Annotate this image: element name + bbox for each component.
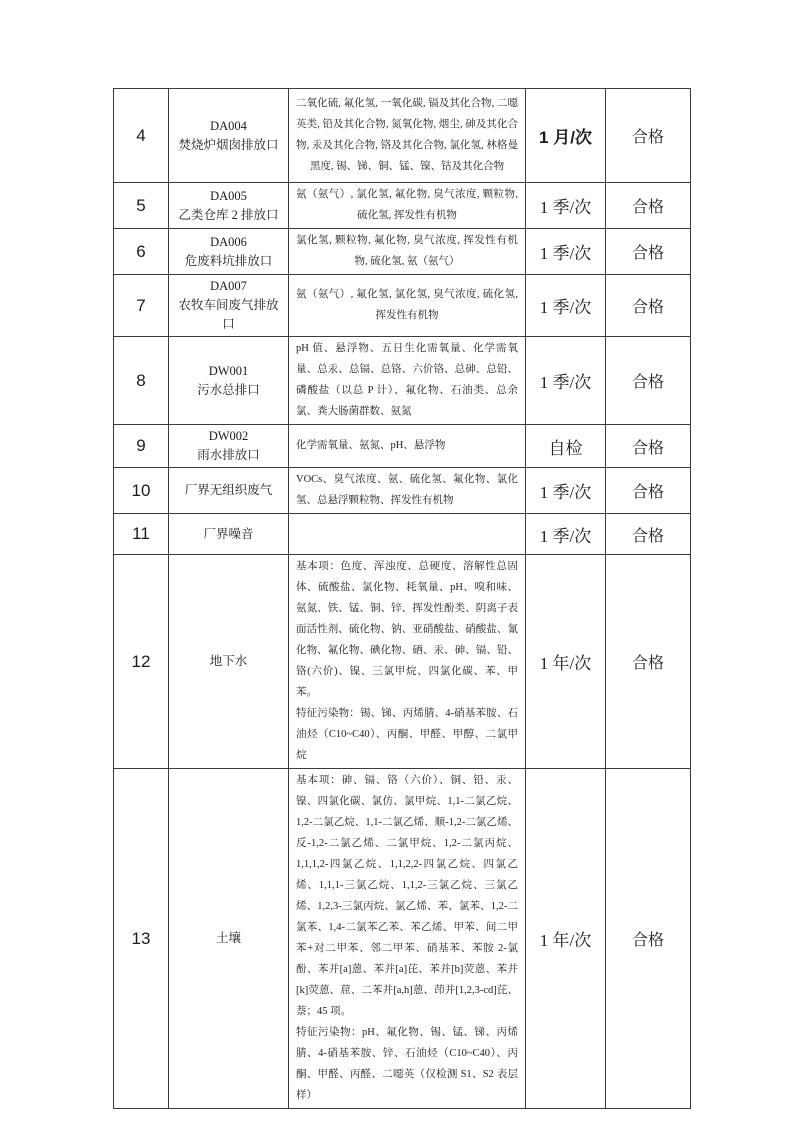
items-basic-text: 基本项：砷、镉、铬（六价）、铜、铅、汞、镍、四氯化碳、氯仿、氯甲烷、1,1-二氯乙烷、1,2-二氯乙烷、1,1-二氯乙烯、顺-1,2-二氯乙烯、反-1,2-二氯乙烯、二氯甲烷、1,2-二氯丙烷、1,1,1,2-四氯乙烷、1,1,2,2-四氯乙烷、四氯乙烯、1,1,1-三氯乙烷、1,1,2-三氯乙烷、三氯乙烯、1,2,3-三氯丙烷、氯乙烯、苯、氯苯、1,2-二氯苯、1,4-二氯苯乙苯、苯乙烯、甲苯、间二甲苯+对二甲苯、邻二甲苯、硝基苯、苯胺 2-氯酚、苯并[a]蒽、苯并[a]芘、苯并[b]荧蒽、苯并[k]荧蒽、䓛、二苯并[a,h]蒽、茚并[1,2,3-cd]芘、萘；45 项。 [296, 775, 518, 1017]
result-cell: 合格 [606, 337, 691, 425]
items-text: pH 值、悬浮物、五日生化需氧量、化学需氧量、总汞、总镉、总铬、六价铬、总砷、总铅、磷酸盐（以总 P 计）、氟化物、石油类、总余氯、粪大肠菌群数、氨氮 [296, 343, 518, 417]
result-cell: 合格 [606, 89, 691, 183]
table-row [114, 275, 691, 337]
items-text: 化学需氧量、氨氮、pH、悬浮物 [296, 440, 446, 451]
result-cell: 合格 [606, 769, 691, 1109]
outlet-name: 农牧车间废气排放口 [178, 298, 279, 331]
row-number-cell: 7 [114, 275, 169, 337]
table-row [114, 229, 691, 275]
items-cell [289, 468, 526, 514]
outlet-name: 厂界无组织废气 [184, 483, 273, 497]
frequency-cell: 1 季/次 [526, 229, 606, 275]
items-cell [289, 337, 526, 425]
items-cell [289, 229, 526, 275]
items-cell [289, 275, 526, 337]
frequency-cell: 自检 [526, 425, 606, 468]
frequency-cell: 1 年/次 [526, 555, 606, 769]
row-number-cell: 6 [114, 229, 169, 275]
items-cell [289, 769, 526, 1109]
items-cell [289, 425, 526, 468]
frequency-cell: 1 季/次 [526, 468, 606, 514]
outlet-code: DA004 [210, 118, 247, 133]
row-number-cell: 8 [114, 337, 169, 425]
frequency-cell: 1 月/次 [526, 89, 606, 183]
outlet-code: DA005 [210, 188, 247, 203]
table-row [114, 183, 691, 229]
items-basic-text: 基本项：色度、浑浊度、总硬度、溶解性总固体、硫酸盐、氯化物、耗氧量、pH、嗅和味、氨氮、铁、锰、铜、锌、挥发性酚类、阴离子表面活性剂、硫化物、钠、亚硝酸盐、硝酸盐、氰化物、氟化物、碘化物、硒、汞、砷、镉、铅、铬(六价)、镍、三氯甲烷、四氯化碳、苯、甲苯。 [296, 561, 518, 698]
outlet-name: 污水总排口 [197, 382, 260, 397]
outlet-cell [169, 425, 289, 468]
table-row [114, 555, 691, 769]
result-cell: 合格 [606, 425, 691, 468]
row-number-cell: 9 [114, 425, 169, 468]
table-row [114, 425, 691, 468]
items-characteristic-text: 特征污染物：锡、锑、丙烯腈、4-硝基苯胺、石油烃（C10~C40）、丙酮、甲醛、甲醇、二氯甲烷 [296, 708, 518, 761]
outlet-cell [169, 89, 289, 183]
items-characteristic-text: 特征污染物：pH、氟化物、锡、锰、锑、丙烯腈、4-硝基苯胺、锌、石油烃（C10~C40）、丙酮、甲醛、丙醛、二噁英（仅检测 S1、S2 表层样） [296, 1027, 518, 1101]
outlet-name: 危废料坑排放口 [184, 253, 273, 268]
items-text: 氨（氨气）, 氯化氢, 氟化物, 臭气浓度, 颗粒物, 硫化氢, 挥发性有机物 [296, 189, 518, 221]
outlet-cell [169, 468, 289, 514]
items-cell [289, 514, 526, 555]
outlet-cell [169, 514, 289, 555]
frequency-cell: 1 季/次 [526, 183, 606, 229]
table-row [114, 337, 691, 425]
row-number-cell: 11 [114, 514, 169, 555]
result-cell: 合格 [606, 514, 691, 555]
outlet-name: 焚烧炉烟囱排放口 [178, 137, 279, 152]
items-cell [289, 555, 526, 769]
outlet-cell [169, 337, 289, 425]
outlet-name: 雨水排放口 [197, 448, 260, 462]
items-text: 二氧化硫, 氟化氢, 一氧化碳, 镉及其化合物, 二噁英类, 铅及其化合物, 氮氧化物, 烟尘, 砷及其化合物, 汞及其化合物, 铬及其化合物, 氯化氢, 林格曼黑度, 锡、锑、铜、锰、镍、钴及其化合物 [296, 98, 518, 172]
monitoring-table [113, 88, 691, 1109]
row-number-cell: 4 [114, 89, 169, 183]
outlet-cell [169, 769, 289, 1109]
table-row [114, 769, 691, 1109]
outlet-name: 土壤 [215, 931, 241, 945]
outlet-cell [169, 275, 289, 337]
frequency-cell: 1 季/次 [526, 337, 606, 425]
result-cell: 合格 [606, 468, 691, 514]
row-number-cell: 10 [114, 468, 169, 514]
items-text: 氯化氢, 颗粒物, 氟化物, 臭气浓度, 挥发性有机物, 硫化氢, 氨（氨气） [296, 235, 518, 267]
result-cell: 合格 [606, 275, 691, 337]
table-row [114, 514, 691, 555]
outlet-code: DW002 [208, 429, 249, 443]
row-number-cell: 13 [114, 769, 169, 1109]
table-row [114, 89, 691, 183]
table-row [114, 468, 691, 514]
outlet-code: DW001 [208, 363, 249, 378]
items-cell [289, 183, 526, 229]
row-number-cell: 12 [114, 555, 169, 769]
row-number-cell: 5 [114, 183, 169, 229]
outlet-cell [169, 229, 289, 275]
outlet-name: 地下水 [209, 654, 248, 668]
outlet-name: 厂界噪音 [203, 526, 254, 541]
result-cell: 合格 [606, 555, 691, 769]
outlet-code: DA006 [210, 234, 247, 249]
outlet-cell [169, 183, 289, 229]
outlet-code: DA007 [210, 279, 247, 293]
items-text: VOCs、臭气浓度、氨、硫化氢、氟化物、氯化氢、总悬浮颗粒物、挥发性有机物 [296, 474, 518, 506]
outlet-cell [169, 555, 289, 769]
items-text: 氨（氨气）, 氟化氢, 氯化氢, 臭气浓度, 硫化氢, 挥发性有机物 [296, 289, 518, 321]
frequency-cell: 1 季/次 [526, 275, 606, 337]
frequency-cell: 1 季/次 [526, 514, 606, 555]
frequency-cell: 1 年/次 [526, 769, 606, 1109]
outlet-name: 乙类仓库 2 排放口 [178, 207, 279, 222]
result-cell: 合格 [606, 183, 691, 229]
items-cell [289, 89, 526, 183]
result-cell: 合格 [606, 229, 691, 275]
